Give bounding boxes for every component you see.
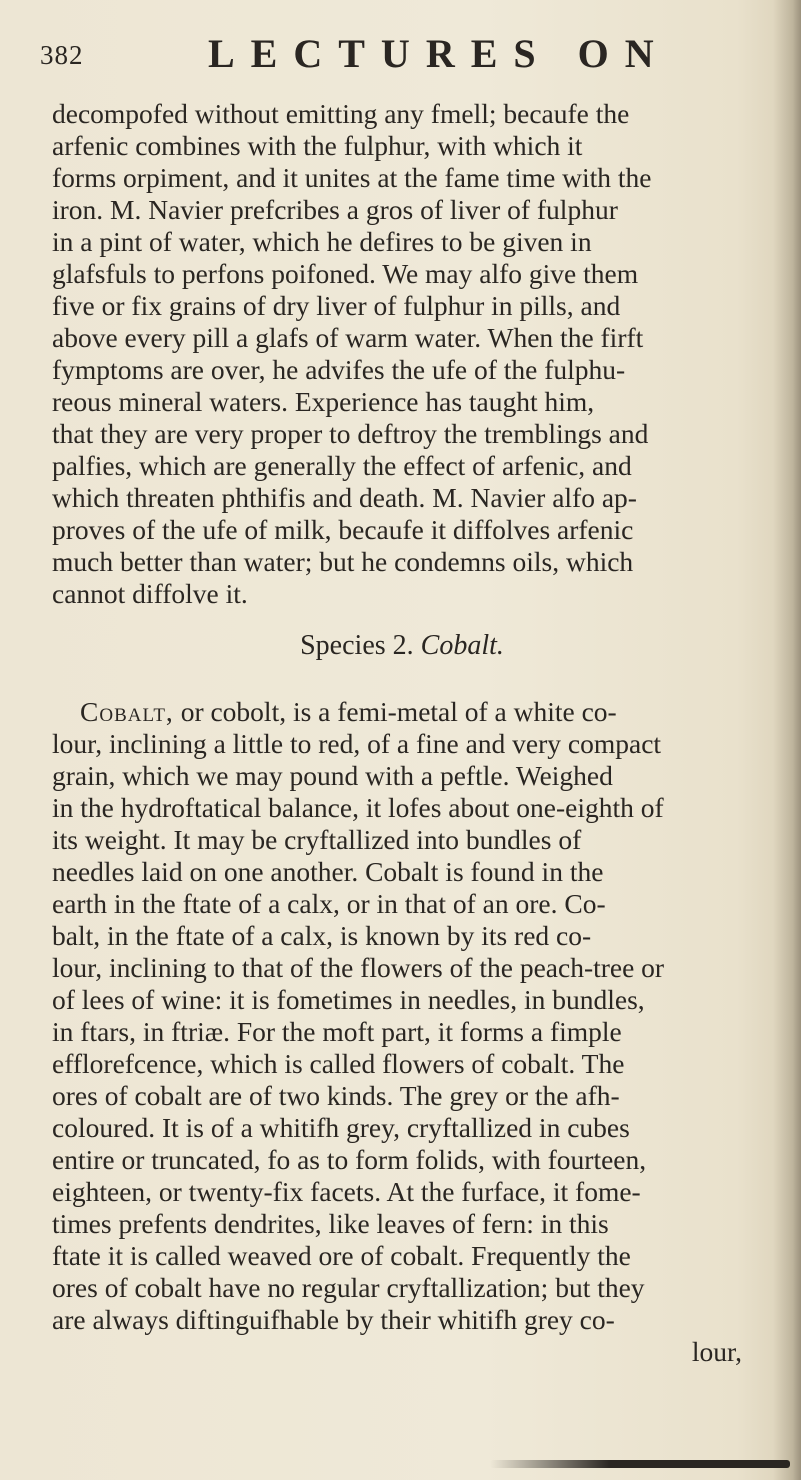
text-line: lour, inclining to that of the flowers of the peach-tree or xyxy=(52,952,665,983)
text-line: eighteen, or twenty-fix facets. At the furface, it fome- xyxy=(52,1176,641,1207)
text-line: above every pill a glafs of warm water. When the firft xyxy=(52,322,644,353)
paragraph-cobalt xyxy=(52,696,752,1368)
catchword: lour, xyxy=(691,1336,742,1367)
text-line: grain, which we may pound with a peftle. Weighed xyxy=(52,760,613,791)
text-line: that they are very proper to deftroy the tremblings and xyxy=(52,418,649,449)
text-line: entire or truncated, fo as to form folids, with fourteen, xyxy=(52,1144,647,1175)
text-line: balt, in the ftate of a calx, is known by its red co- xyxy=(52,920,592,951)
page-header xyxy=(40,30,781,80)
text-line: forms orpiment, and it unites at the fame time with the xyxy=(52,162,652,193)
text-line: in ftars, in ftriæ. For the moft part, it forms a fimple xyxy=(52,1016,622,1047)
text-line: ores of cobalt have no regular cryftallization; but they xyxy=(52,1272,645,1303)
text-line: in the hydroftatical balance, it lofes about one-eighth of xyxy=(52,792,664,823)
species-title: Cobalt. xyxy=(420,630,504,661)
text-line: are always diftinguifhable by their whitifh grey co- xyxy=(52,1304,615,1335)
text-line-first xyxy=(52,696,752,728)
text-line: efflorefcence, which is called flowers of cobalt. The xyxy=(52,1048,625,1079)
text-line: needles laid on one another. Cobalt is found in the xyxy=(52,856,604,887)
page-edge-shadow xyxy=(773,0,801,1480)
text-line: reous mineral waters. Experience has taught him, xyxy=(52,386,595,417)
text-line: iron. M. Navier prefcribes a gros of liver of fulphur xyxy=(52,194,618,225)
text-line: in a pint of water, which he defires to be given in xyxy=(52,226,592,257)
text-line: much better than water; but he condemns oils, which xyxy=(52,546,634,577)
section-heading xyxy=(52,630,752,662)
text-line: earth in the ftate of a calx, or in that of an ore. Co- xyxy=(52,888,606,919)
text-line: ftate it is called weaved ore of cobalt. Frequently the xyxy=(52,1240,631,1271)
text-line: decompofed without emitting any fmell; becaufe the xyxy=(52,98,630,129)
lead-line-rest: or cobolt, is a femi-metal of a white co- xyxy=(173,696,617,727)
text-line: cannot diffolve it. xyxy=(52,578,248,609)
text-line: coloured. It is of a whitifh grey, cryftallized in cubes xyxy=(52,1112,630,1143)
page-number: 382 xyxy=(40,40,84,70)
text-line: of lees of wine: it is fometimes in needles, in bundles, xyxy=(52,984,645,1015)
species-number: Species 2. xyxy=(300,630,414,661)
bottom-edge-mark xyxy=(490,1460,790,1468)
text-line: proves of the ufe of milk, becaufe it diffolves arfenic xyxy=(52,514,634,545)
text-line: five or fix grains of dry liver of fulphur in pills, and xyxy=(52,290,621,321)
running-head: LECTURES ON xyxy=(208,31,670,76)
text-line: lour, inclining a little to red, of a fine and very compact xyxy=(52,728,662,759)
paragraph-arsenic-remedies xyxy=(52,98,752,610)
text-line: palfies, which are generally the effect of arfenic, and xyxy=(52,450,632,481)
text-line: times prefents dendrites, like leaves of fern: in this xyxy=(52,1208,609,1239)
text-line: arfenic combines with the fulphur, with which it xyxy=(52,130,583,161)
lead-word: Cobalt, xyxy=(80,696,174,727)
text-line: ores of cobalt are of two kinds. The grey or the afh- xyxy=(52,1080,620,1111)
text-line: its weight. It may be cryftallized into bundles of xyxy=(52,824,582,855)
text-line: fymptoms are over, he advifes the ufe of the fulphu- xyxy=(52,354,626,385)
text-line: which threaten phthifis and death. M. Navier alfo ap- xyxy=(52,482,637,513)
text-line: glafsfuls to perfons poifoned. We may alfo give them xyxy=(52,258,639,289)
